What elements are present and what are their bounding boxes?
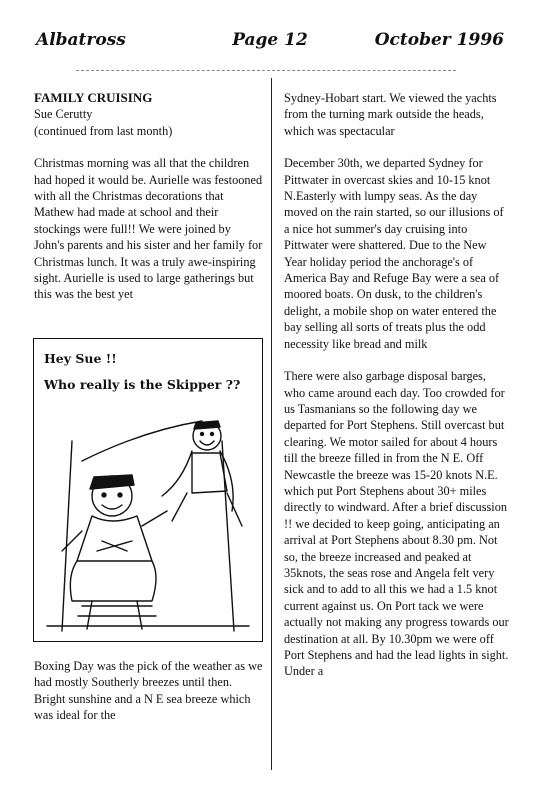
cartoon-caption-skipper: Who really is the Skipper ?? [44,377,241,392]
column-divider [271,78,272,770]
cartoon-box [33,338,263,642]
issue-date: October 1996 [374,30,504,50]
newsletter-name: Albatross [36,30,126,50]
article-author: Sue Cerutty [34,107,93,122]
page-number: Page 12 [232,30,308,50]
article-continued-note: (continued from last month) [34,123,173,138]
paragraph-christmas: Christmas morning was all that the children had hoped it would be. Aurielle was festooned with all the Christmas decorations that Mathew had made at school and their stockings were full!! We were joined by John's parents and his sister and her family for Christmas lunch. It was a truly awe-inspiring sight. Aurielle is used to large gatherings but this was the best yet [34,156,263,302]
cartoon-illustration [42,401,254,633]
paragraph-boxing-day: Boxing Day was the pick of the weather as we had mostly Southerly breezes until then. Bright sunshine and a N E sea breeze which was ideal for the [34,659,263,723]
cartoon-caption-hey: Hey Sue !! [44,351,117,366]
header-divider [76,70,456,71]
left-column [34,90,264,303]
left-column-bottom [34,658,264,724]
page-header [36,30,504,56]
article-title: FAMILY CRUISING [34,90,153,105]
paragraph-port-stephens: There were also garbage disposal barges, who came around each day. Too crowded for us Tasmanians so the following day we departed for Port Stephens. Still overcast but clearing. We motor sailed for about 4 hours till the breeze filled in from the N E. Off Newcastle the breeze was 15-20 knots N.E. which put Port Stephens about 30+ miles directly to windward. After a brief discussion !! we decided to keep going, anticipating an arrival at Port Stephens about 8.30 pm. Not so, the breeze increased and peaked at 35knots, the seas rose and Angela felt very sick and to add to all this we had a 1.5 knot current against us. On Port tack we were actually not making any progress towards our destination at all. By 10.30pm we were off Port Stephens and had the lead lights in sight. Under a [284,369,509,679]
paragraph-pittwater: December 30th, we departed Sydney for Pittwater in overcast skies and 10-15 knot N.Easterly with lumpy seas. As the day moved on the rain started, so our illusions of a nice hot summer's day cruising into Pittwater were shattered. Due to the New Year holiday period the anchorage's of America Bay and Refuge Bay were a sea of moored boats. On dusk, to the children's delight, a mobile shop on water entered the bay selling all sorts of treats plus the odd necessity like bread and milk [284,156,504,351]
paragraph-sydney-hobart: Sydney-Hobart start. We viewed the yachts from the turning mark outside the heads, which was spectacular [284,91,497,138]
right-column [284,90,510,680]
